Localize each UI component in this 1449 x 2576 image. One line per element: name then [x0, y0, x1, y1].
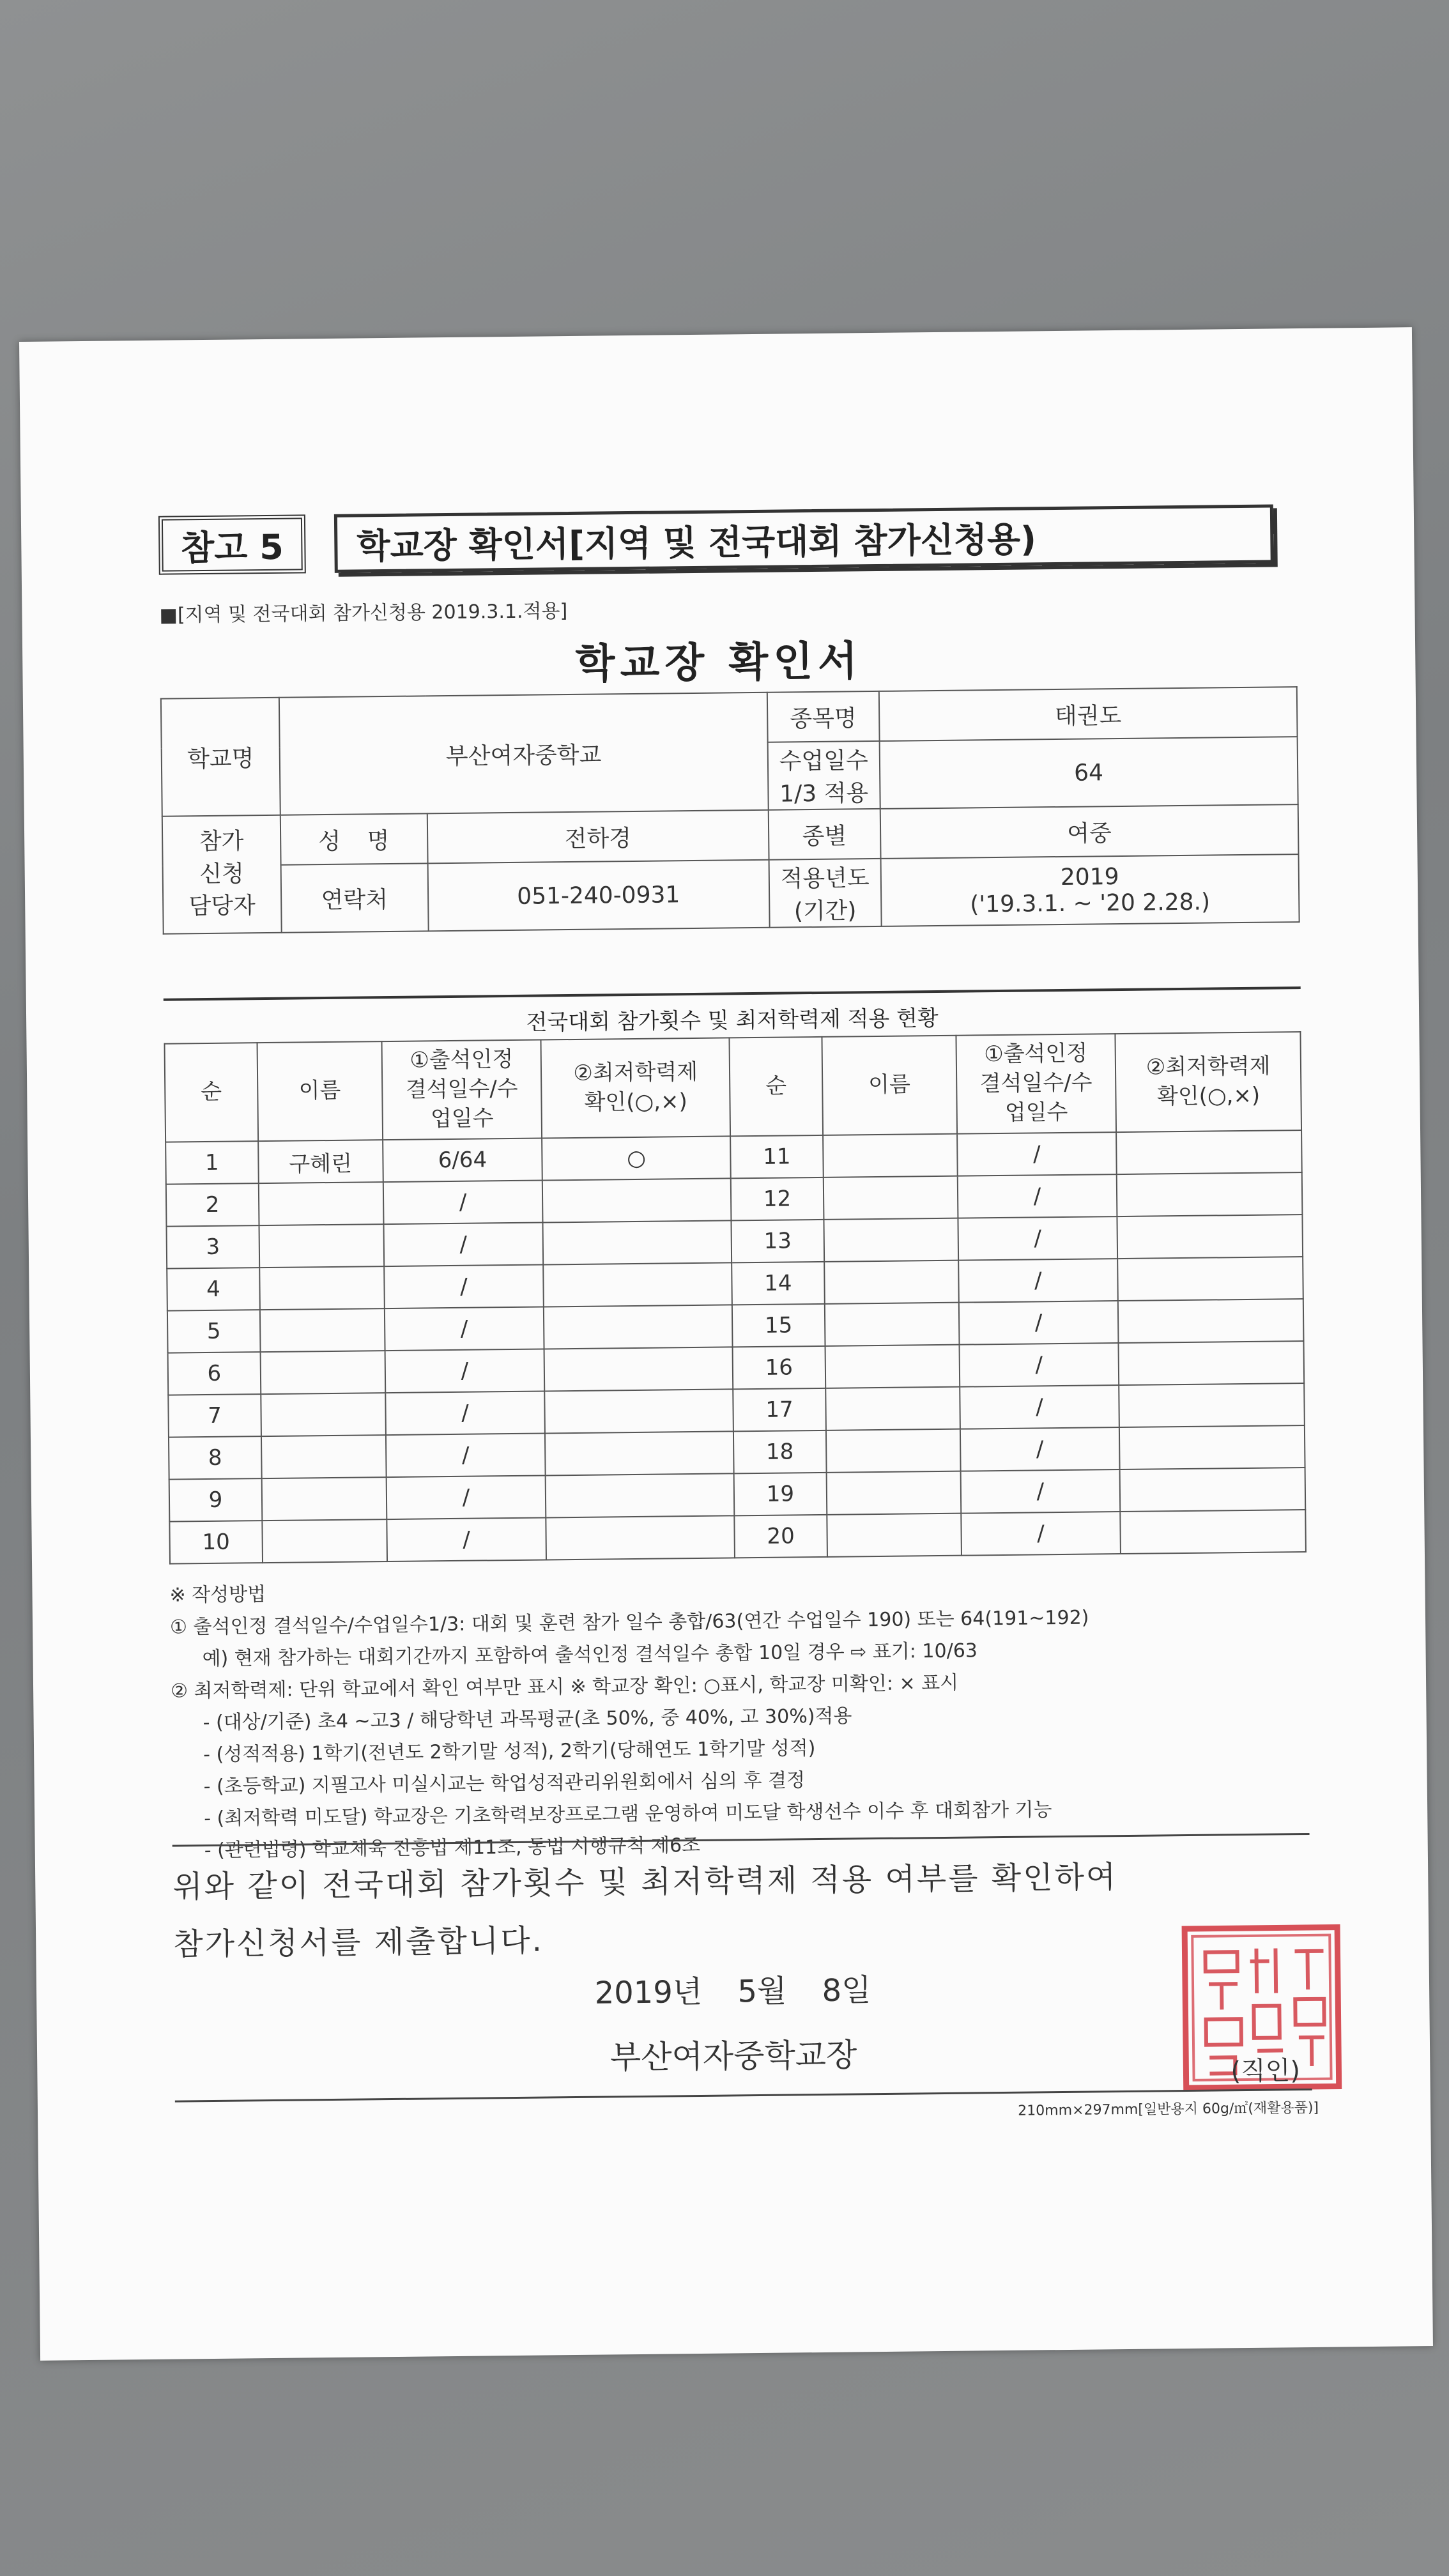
reference-label: 참고 5: [158, 514, 306, 574]
row-attendance: /: [957, 1132, 1117, 1176]
paper-spec: 210mm×297mm[일반용지 60g/㎡(재활용품)]: [1018, 2099, 1319, 2119]
row-attendance: /: [958, 1216, 1117, 1261]
col-grade-left-line1: ②최저학력제: [573, 1059, 698, 1087]
col-grade-left-line2: 확인(○,×): [584, 1089, 687, 1116]
declaration-line2: 참가신청서를 제출합니다.: [172, 1922, 544, 1963]
document-title: 학교장 확인서: [575, 638, 863, 688]
row-name: [824, 1176, 958, 1220]
row-grade-check: [545, 1389, 733, 1433]
note-item: - (성적적용) 1학기(전년도 2학기말 성적), 2학기(당해연도 1학기말 성적): [203, 1737, 816, 1767]
declaration: [172, 1833, 1311, 1974]
class-days-label-line2: 1/3 적용: [779, 780, 869, 808]
note-item: - (관련법령) 학교체육 진흥법 제11조, 동법 시행규칙 제6조: [204, 1834, 701, 1862]
row-grade-check: [1117, 1257, 1303, 1301]
row-grade-check: [543, 1262, 732, 1307]
row-grade-check: [1121, 1510, 1306, 1554]
row-grade-check: [542, 1178, 731, 1222]
row-name: [260, 1351, 385, 1394]
col-no-right: 순: [729, 1037, 822, 1137]
row-name: [260, 1308, 385, 1352]
col-name-right: 이름: [822, 1036, 956, 1135]
row-name: [262, 1519, 387, 1563]
row-attendance: /: [959, 1343, 1119, 1387]
row-attendance: /: [958, 1301, 1118, 1345]
row-name: 구혜린: [258, 1140, 383, 1183]
note-item: - (최저학력 미도달) 학교장은 기초학력보장프로그램 운영하여 미도달 학생선수 이수 후 대회참가 기능: [204, 1798, 1052, 1830]
year-value: [880, 854, 1299, 926]
seal-label: (직인): [1230, 2056, 1301, 2087]
row-grade-check: [546, 1515, 735, 1560]
col-grade-left: [541, 1038, 730, 1138]
header: [158, 504, 1274, 574]
note-item: ① 출석인정 결석일수/수업일수1/3: 대회 및 훈련 참가 일수 총합/63(연간 수업일수 190) 또는 64(191~192): [169, 1606, 1089, 1639]
header-title: 학교장 확인서[지역 및 전국대회 참가신청용): [334, 504, 1274, 572]
col-grade-right-line2: 확인(○,×): [1156, 1082, 1261, 1110]
staff-label: [162, 815, 282, 934]
row-attendance: /: [961, 1512, 1121, 1556]
row-attendance: /: [960, 1385, 1119, 1429]
row-grade-check: [1120, 1468, 1305, 1512]
row-number: 8: [169, 1436, 262, 1480]
participation-table: [164, 1031, 1307, 1565]
row-attendance: /: [957, 1174, 1117, 1218]
row-attendance: /: [386, 1475, 546, 1519]
col-attend-right-line3: 업일수: [1004, 1099, 1068, 1126]
year-label-line2: (기간): [793, 898, 857, 925]
row-number: 2: [166, 1183, 259, 1227]
col-attend-right: [956, 1034, 1116, 1134]
row-grade-check: [543, 1220, 732, 1264]
participation-rows: [165, 1130, 1306, 1564]
event-value: 태권도: [878, 687, 1297, 741]
row-attendance: 6/64: [383, 1138, 542, 1182]
year-label: [769, 859, 881, 928]
row-name: [825, 1303, 959, 1346]
col-no-left: 순: [165, 1043, 258, 1142]
row-number: 6: [168, 1352, 261, 1395]
note-item: ② 최저학력제: 단위 학교에서 확인 여부만 표시 ※ 학교장 확인: ○표시, 학교장 미확인: × 표시: [170, 1671, 959, 1703]
row-attendance: /: [387, 1517, 546, 1561]
row-name: [823, 1134, 957, 1177]
row-name: [259, 1224, 383, 1268]
row-grade-check: [1116, 1130, 1301, 1174]
row-grade-check: [546, 1473, 734, 1517]
row-attendance: /: [384, 1264, 544, 1308]
col-attend-right-line1: ①출석인정: [984, 1040, 1088, 1068]
staff-name-value: 전하경: [427, 810, 769, 864]
document-paper: [19, 327, 1433, 2361]
row-grade-check: [1117, 1172, 1302, 1216]
col-attend-left-line2: 결석일수/수: [405, 1075, 518, 1103]
staff-name-label: 성 명: [280, 813, 428, 864]
row-number: 19: [734, 1473, 827, 1516]
submission-date: 2019년 5월 8일: [594, 1972, 871, 2011]
row-grade-check: [1119, 1341, 1304, 1385]
row-grade-check: [544, 1305, 732, 1349]
row-number: 5: [167, 1310, 261, 1353]
col-attend-left-line1: ①출석인정: [410, 1046, 514, 1073]
school-name-label: 학교명: [161, 698, 280, 816]
col-attend-left: [381, 1040, 542, 1140]
gender-value: 여중: [880, 804, 1298, 859]
row-number: 16: [733, 1346, 826, 1390]
row-grade-check: ○: [542, 1136, 730, 1180]
row-name: [825, 1387, 960, 1430]
row-number: 1: [165, 1141, 259, 1184]
year-label-line1: 적용년도: [780, 865, 870, 893]
row-number: 18: [733, 1430, 827, 1474]
class-days-label-line1: 수업일수: [779, 747, 868, 775]
row-grade-check: [1118, 1299, 1303, 1343]
note-item: 예) 현재 참가하는 대회기간까지 포함하여 출석인정 결석일수 총합 10일 경우 ⇨ 표기: 10/63: [202, 1639, 978, 1671]
row-grade-check: [1119, 1383, 1304, 1427]
col-attend-right-line2: 결석일수/수: [979, 1070, 1092, 1097]
col-grade-right: [1116, 1032, 1301, 1132]
row-name: [826, 1471, 960, 1515]
staff-label-line2: 신청: [199, 861, 245, 887]
row-attendance: /: [960, 1427, 1119, 1471]
row-number: 7: [168, 1394, 261, 1438]
col-grade-right-line1: ②최저학력제: [1146, 1053, 1271, 1080]
row-grade-check: [1119, 1425, 1305, 1469]
row-name: [827, 1514, 961, 1557]
row-name: [824, 1261, 958, 1304]
row-attendance: /: [383, 1180, 542, 1224]
contact-label: 연락처: [280, 863, 428, 932]
col-attend-left-line3: 업일수: [430, 1105, 494, 1132]
row-name: [824, 1218, 958, 1262]
row-name: [825, 1345, 959, 1388]
row-grade-check: [545, 1431, 733, 1475]
row-number: 12: [731, 1177, 824, 1221]
row-name: [261, 1393, 385, 1436]
row-attendance: /: [958, 1259, 1118, 1303]
subtitle: ■[지역 및 전국대회 참가신청용 2019.3.1.적용]: [159, 600, 568, 627]
row-number: 4: [167, 1268, 260, 1311]
class-days-label: [767, 741, 880, 810]
row-number: 17: [733, 1388, 826, 1432]
year-value-line1: 2019: [1060, 864, 1119, 891]
row-name: [826, 1429, 960, 1473]
staff-label-line3: 담당자: [188, 893, 256, 920]
row-name: [261, 1435, 386, 1478]
row-number: 11: [730, 1135, 824, 1179]
note-item: - (대상/기준) 초4 ~고3 / 해당학년 과목평균(초 50%, 중 40%, 고 30%)적용: [203, 1705, 852, 1735]
note-item: - (초등학교) 지필고사 미실시교는 학업성적관리위원회에서 심의 후 결정: [203, 1769, 806, 1798]
row-attendance: /: [386, 1433, 546, 1477]
row-name: [259, 1266, 384, 1310]
row-name: [261, 1477, 386, 1521]
info-table: [160, 686, 1300, 935]
principal-name: 부산여자중학교장: [610, 2036, 857, 2076]
row-number: 14: [732, 1262, 825, 1305]
row-attendance: /: [385, 1391, 545, 1435]
row-number: 15: [732, 1304, 825, 1347]
staff-label-line1: 참가: [199, 828, 244, 855]
col-name-left: 이름: [257, 1041, 382, 1141]
row-name: [259, 1182, 383, 1225]
row-number: 10: [169, 1521, 263, 1564]
gender-label: 종별: [769, 809, 881, 860]
row-attendance: /: [385, 1349, 544, 1393]
participation-table-title: 전국대회 참가횟수 및 최저학력제 적용 현황: [164, 986, 1301, 1040]
row-attendance: /: [960, 1469, 1120, 1514]
row-number: 20: [734, 1515, 827, 1558]
row-number: 3: [167, 1225, 260, 1269]
contact-value: 051-240-0931: [427, 860, 769, 931]
year-value-line2: ('19.3.1. ~ '20 2.28.): [970, 889, 1211, 918]
school-name-value: 부산여자중학교: [279, 693, 769, 815]
row-attendance: /: [384, 1307, 544, 1351]
row-number: 9: [169, 1478, 263, 1522]
row-number: 13: [731, 1220, 824, 1263]
row-grade-check: [1117, 1215, 1303, 1259]
row-grade-check: [544, 1347, 733, 1391]
event-label: 종목명: [767, 691, 880, 742]
writing-notes: [169, 1568, 1322, 1867]
row-attendance: /: [383, 1222, 543, 1266]
notes-heading: ※ 작성방법: [169, 1583, 266, 1607]
declaration-line1: 위와 같이 전국대회 참가횟수 및 최저학력제 적용 여부를 확인하여: [172, 1859, 1118, 1905]
class-days-value: 64: [879, 737, 1298, 809]
